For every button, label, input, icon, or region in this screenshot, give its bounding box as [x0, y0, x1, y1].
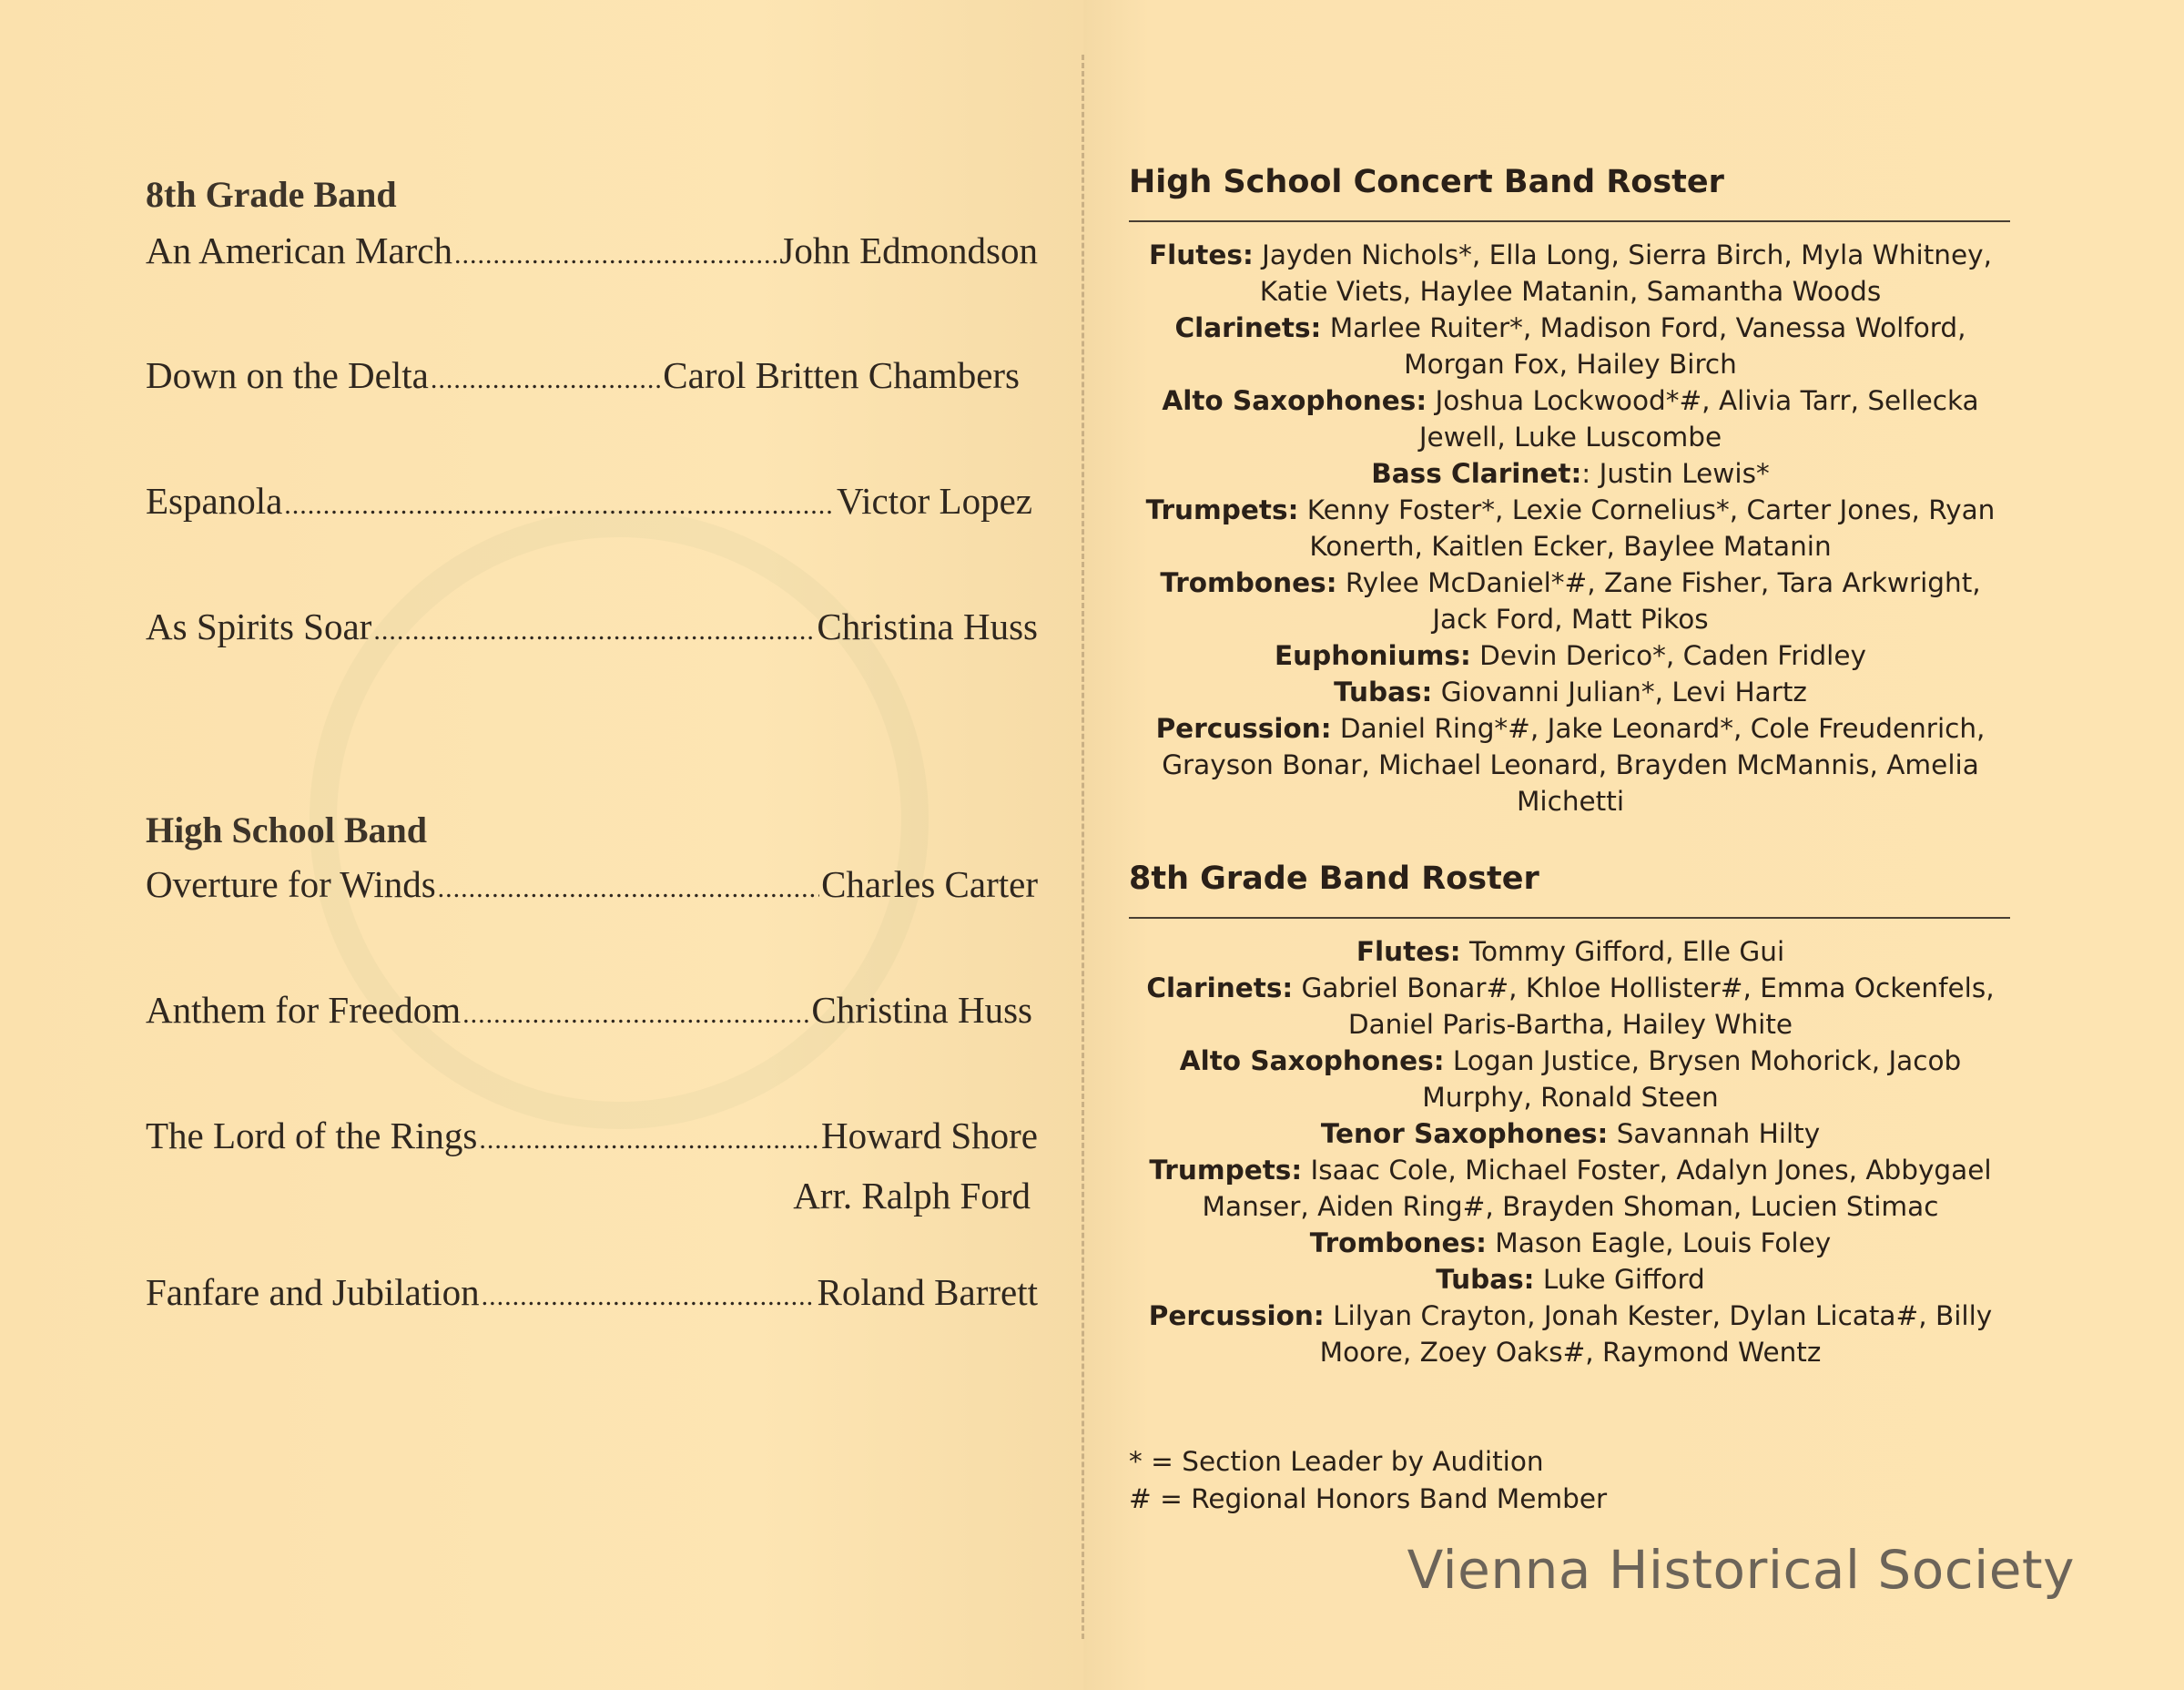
dot-leader	[479, 1125, 819, 1156]
instrument-label: Flutes:	[1149, 239, 1254, 270]
piece-composer: Carol Britten Chambers	[663, 354, 1020, 396]
member-names: Giovanni Julian*, Levi Hartz	[1432, 677, 1807, 708]
member-names: Gabriel Bonar#, Khloe Hollister#, Emma Ockenfels,	[1293, 972, 1995, 1003]
concert-program	[146, 173, 1038, 1314]
instrument-label: Tenor Saxophones:	[1320, 1118, 1609, 1149]
roster-line	[1129, 455, 2012, 492]
roster-line	[1129, 1188, 2012, 1225]
member-names: Tommy Gifford, Elle Gui	[1460, 936, 1785, 967]
dot-leader	[373, 616, 815, 646]
member-names: Daniel Ring*#, Jake Leonard*, Cole Freudenrich,	[1331, 713, 1986, 744]
legend-section-leader: * = Section Leader by Audition	[1129, 1446, 1544, 1477]
roster-line	[1129, 382, 2012, 419]
instrument-label: Bass Clarinet:	[1371, 458, 1582, 489]
roster-line	[1129, 1115, 2012, 1152]
roster-line	[1129, 1225, 2012, 1261]
roster-line	[1129, 783, 2012, 820]
member-names: Savannah Hilty	[1608, 1118, 1821, 1149]
program-piece	[146, 229, 1038, 272]
member-names: Moore, Zoey Oaks#, Raymond Wentz	[1319, 1337, 1822, 1368]
member-names: Katie Viets, Haylee Matanin, Samantha Woods	[1259, 276, 1882, 307]
roster-line	[1129, 747, 2012, 783]
divider	[1129, 220, 2010, 222]
piece-title: Down on the Delta	[146, 354, 429, 396]
piece-title: As Spirits Soar	[146, 606, 372, 647]
dot-leader	[431, 364, 661, 395]
dot-leader	[454, 239, 777, 270]
roster-line	[1129, 528, 2012, 565]
member-names: Marlee Ruiter*, Madison Ford, Vanessa Wolford,	[1321, 312, 1966, 343]
roster-line	[1129, 237, 2012, 273]
program-section-8th-grade	[146, 173, 1038, 648]
piece-composer: Charles Carter	[821, 863, 1038, 905]
member-names: Joshua Lockwood*#, Alivia Tarr, Sellecka	[1427, 385, 1979, 416]
member-names: Isaac Cole, Michael Foster, Adalyn Jones, Abbygael	[1302, 1155, 1992, 1186]
roster-line	[1129, 1334, 2012, 1370]
hs-roster	[1129, 164, 2012, 820]
roster-line	[1129, 273, 2012, 310]
program-piece	[146, 1114, 1038, 1157]
piece-composer: John Edmondson	[779, 229, 1038, 271]
member-names: Manser, Aiden Ring#, Brayden Shoman, Lucien Stimac	[1202, 1191, 1939, 1222]
legend-honors-band: # = Regional Honors Band Member	[1129, 1483, 1608, 1514]
roster-line	[1129, 601, 2012, 637]
instrument-label: Trombones:	[1160, 567, 1337, 598]
program-section-high-school	[146, 809, 1038, 1314]
instrument-label: Percussion:	[1148, 1300, 1325, 1331]
member-names: Jayden Nichols*, Ella Long, Sierra Birch, Myla Whitney,	[1253, 239, 1992, 270]
roster-line	[1129, 933, 2012, 970]
instrument-label: Clarinets:	[1146, 972, 1294, 1003]
dot-leader	[284, 490, 835, 521]
piece-title: An American March	[146, 229, 452, 271]
instrument-label: Trumpets:	[1145, 494, 1299, 525]
dot-leader	[482, 1281, 816, 1312]
member-names: Murphy, Ronald Steen	[1422, 1082, 1719, 1113]
member-names: Konerth, Kaitlen Ecker, Baylee Matanin	[1309, 531, 1832, 562]
dot-leader	[462, 999, 809, 1030]
roster-line	[1129, 1261, 2012, 1298]
roster-line	[1129, 1006, 2012, 1043]
member-names: Logan Justice, Brysen Mohorick, Jacob	[1444, 1045, 1962, 1076]
piece-title: The Lord of the Rings	[146, 1115, 478, 1156]
center-fold	[1082, 55, 1087, 1639]
program-piece	[146, 988, 1038, 1032]
dot-leader	[438, 873, 819, 904]
instrument-label: Alto Saxophones:	[1179, 1045, 1445, 1076]
roster-line	[1129, 1152, 2012, 1188]
hs-roster-list	[1129, 237, 2012, 820]
roster-line	[1129, 565, 2012, 601]
roster-line	[1129, 674, 2012, 710]
member-names: Rylee McDaniel*#, Zane Fisher, Tara Arkwright,	[1336, 567, 1981, 598]
instrument-label: Euphoniums:	[1275, 640, 1471, 671]
piece-title: Espanola	[146, 480, 283, 522]
member-names: Devin Derico*, Caden Fridley	[1470, 640, 1866, 671]
roster-line	[1129, 492, 2012, 528]
member-names: Grayson Bonar, Michael Leonard, Brayden McMannis, Amelia	[1162, 749, 1979, 780]
program-piece	[146, 862, 1038, 906]
roster-line	[1129, 1079, 2012, 1115]
piece-arranger: Arr. Ralph Ford	[793, 1175, 1031, 1217]
roster-line	[1129, 310, 2012, 346]
divider	[1129, 917, 2010, 919]
instrument-label: Trumpets:	[1149, 1155, 1303, 1186]
member-names: Luke Gifford	[1534, 1264, 1705, 1295]
section-title: High School Band	[146, 809, 428, 850]
hs-roster-title: High School Concert Band Roster	[1129, 164, 1724, 200]
g8-roster	[1129, 860, 2012, 1370]
member-names: : Justin Lewis*	[1581, 458, 1770, 489]
roster-line	[1129, 1298, 2012, 1334]
member-names: Jack Ford, Matt Pikos	[1432, 604, 1709, 635]
piece-composer: Howard Shore	[821, 1115, 1038, 1156]
program-piece	[146, 1270, 1038, 1314]
instrument-label: Percussion:	[1155, 713, 1332, 744]
program-piece	[146, 605, 1038, 648]
instrument-label: Tubas:	[1436, 1264, 1535, 1295]
member-names: Jewell, Luke Luscombe	[1418, 422, 1722, 453]
member-names: Michetti	[1516, 786, 1625, 817]
member-names: Morgan Fox, Hailey Birch	[1404, 349, 1737, 380]
g8-roster-list	[1129, 933, 2012, 1370]
g8-roster-title: 8th Grade Band Roster	[1129, 860, 1539, 897]
piece-composer: Christina Huss	[811, 989, 1032, 1031]
roster-line	[1129, 637, 2012, 674]
instrument-label: Flutes:	[1356, 936, 1461, 967]
member-names: Daniel Paris-Bartha, Hailey White	[1347, 1009, 1793, 1040]
instrument-label: Trombones:	[1309, 1227, 1487, 1258]
legend	[1129, 1443, 1607, 1518]
member-names: Mason Eagle, Louis Foley	[1486, 1227, 1832, 1258]
instrument-label: Alto Saxophones:	[1162, 385, 1427, 416]
roster-line	[1129, 1043, 2012, 1079]
piece-composer: Roland Barrett	[817, 1271, 1038, 1313]
program-piece	[146, 353, 1038, 397]
roster-line	[1129, 346, 2012, 382]
member-names: Kenny Foster*, Lexie Cornelius*, Carter Jones, Ryan	[1298, 494, 1996, 525]
piece-title: Fanfare and Jubilation	[146, 1271, 480, 1313]
member-names: Lilyan Crayton, Jonah Kester, Dylan Licata#, Billy	[1324, 1300, 1993, 1331]
roster-line	[1129, 970, 2012, 1006]
instrument-label: Clarinets:	[1174, 312, 1322, 343]
program-piece	[146, 479, 1038, 523]
instrument-label: Tubas:	[1334, 677, 1433, 708]
archive-watermark: Vienna Historical Society	[1407, 1539, 2075, 1601]
roster-line	[1129, 710, 2012, 747]
piece-title: Overture for Winds	[146, 863, 436, 905]
piece-composer: Christina Huss	[817, 606, 1038, 647]
piece-title: Anthem for Freedom	[146, 989, 462, 1031]
section-title: 8th Grade Band	[146, 174, 397, 215]
roster-line	[1129, 419, 2012, 455]
piece-composer: Victor Lopez	[837, 480, 1032, 522]
